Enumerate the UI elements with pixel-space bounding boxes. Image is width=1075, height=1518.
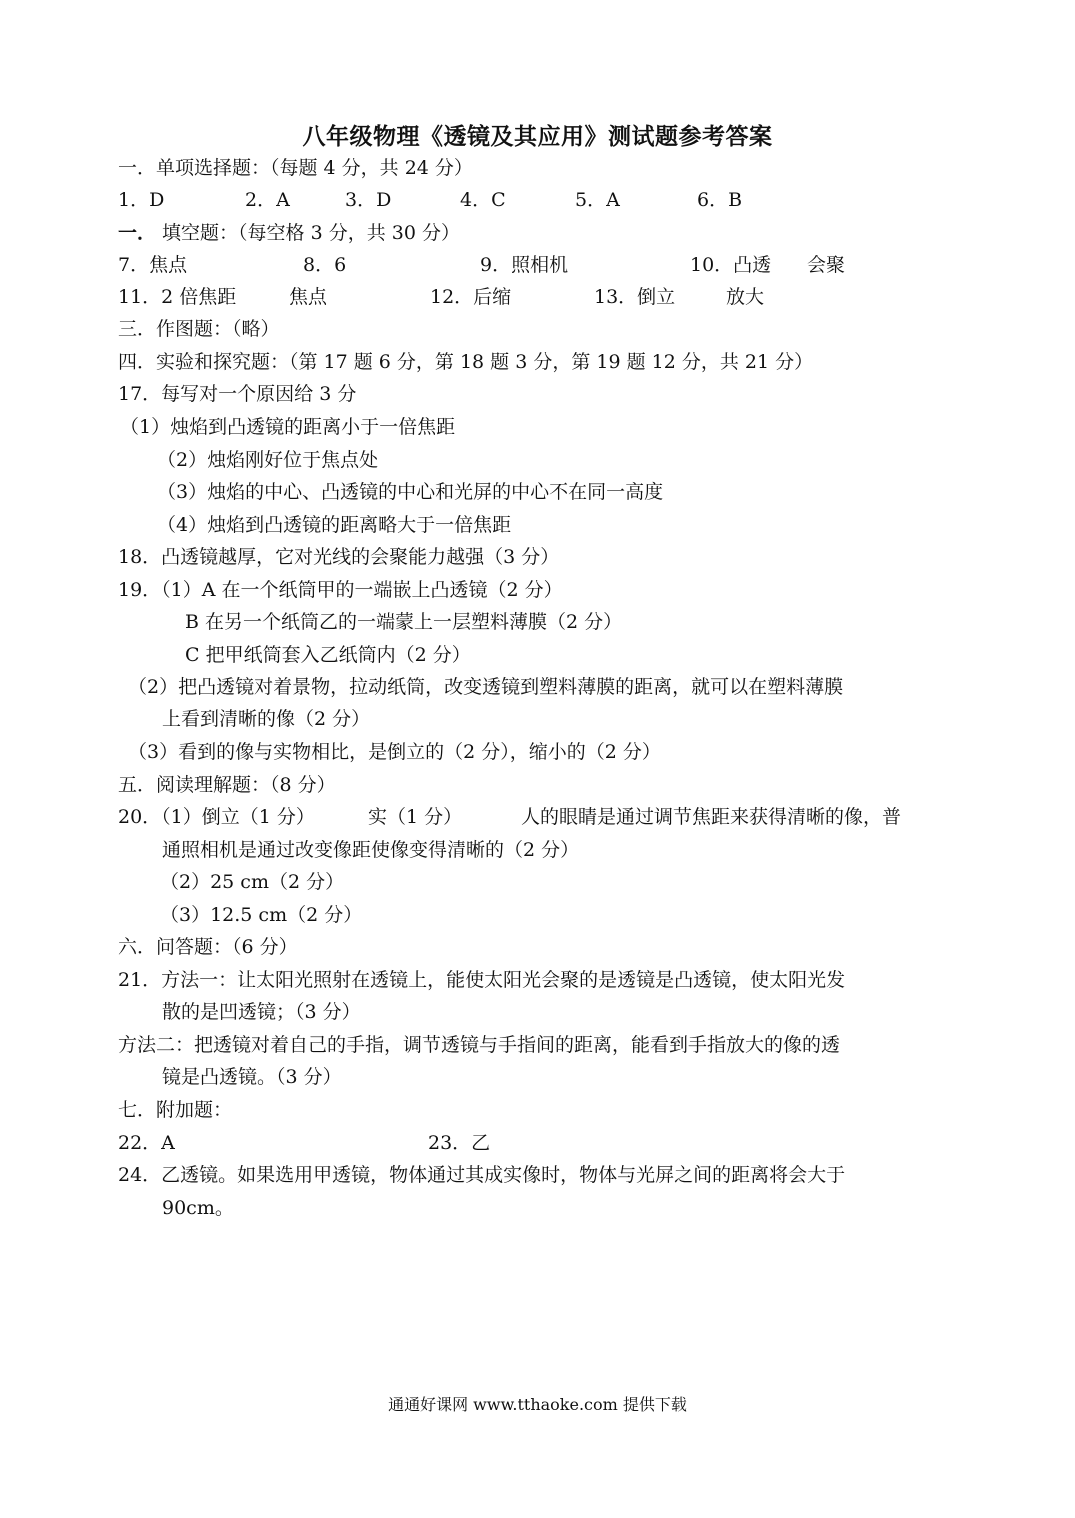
- q20-part-1b: 实（1 分）: [368, 806, 463, 828]
- q19-part-1b: B 在另一个纸筒乙的一端蒙上一层塑料薄膜（2 分）: [185, 611, 623, 633]
- answer-11a: 11．2 倍焦距: [118, 286, 237, 308]
- q19-part-2a: （2）把凸透镜对着景物，拉动纸筒，改变透镜到塑料薄膜的距离，就可以在塑料薄膜: [128, 676, 844, 698]
- q21-method-1b: 散的是凹透镜；（3 分）: [162, 1001, 361, 1023]
- answer-13a: 13．倒立: [594, 286, 676, 308]
- section-5-heading: 五．阅读理解题：（8 分）: [118, 774, 336, 796]
- section-2-number: 一．: [118, 222, 157, 244]
- answer-10b: 会聚: [807, 254, 846, 276]
- q20-part-1d: 通照相机是通过改变像距使像变得清晰的（2 分）: [162, 839, 580, 861]
- answer-13b: 放大: [726, 286, 765, 308]
- document-title: 八年级物理《透镜及其应用》测试题参考答案: [302, 123, 773, 150]
- q20-part-2: （2）25 cm（2 分）: [160, 871, 345, 893]
- section-2-heading-text: 填空题：（每空格 3 分，共 30 分）: [156, 222, 460, 244]
- q19-part-2b: 上看到清晰的像（2 分）: [162, 708, 371, 730]
- answer-8: 8．6: [303, 254, 347, 276]
- q20-part-1c: 人的眼睛是通过调节焦距来获得清晰的像，普: [521, 806, 902, 828]
- q21-method-2a: 方法二：把透镜对着自己的手指，调节透镜与手指间的距离，能看到手指放大的像的透: [118, 1034, 841, 1056]
- answer-10a: 10．凸透: [690, 254, 772, 276]
- section-1-heading: 一．单项选择题：（每题 4 分，共 24 分）: [118, 157, 473, 179]
- q20-part-3: （3）12.5 cm（2 分）: [160, 904, 363, 926]
- q20-part-1a: 20．（1）倒立（1 分）: [118, 806, 315, 828]
- q18-text: 18．凸透镜越厚，它对光线的会聚能力越强（3 分）: [118, 546, 560, 568]
- answer-2: 2．A: [245, 189, 290, 211]
- answer-22: 22．A: [118, 1132, 175, 1154]
- section-3-heading: 三．作图题：（略）: [118, 318, 280, 340]
- answer-11b: 焦点: [289, 286, 328, 308]
- answer-4: 4．C: [460, 189, 506, 211]
- answer-6: 6．B: [697, 189, 743, 211]
- page-footer: 通通好课网 www.tthaoke.com 提供下载: [388, 1395, 687, 1414]
- answer-3: 3．D: [345, 189, 392, 211]
- q19-part-1c: C 把甲纸筒套入乙纸筒内（2 分）: [185, 644, 471, 666]
- answer-12: 12．后缩: [430, 286, 512, 308]
- q19-part-3: （3）看到的像与实物相比，是倒立的（2 分），缩小的（2 分）: [128, 741, 661, 763]
- q17-item-4: （4）烛焰到凸透镜的距离略大于一倍焦距: [157, 514, 512, 536]
- answer-7: 7．焦点: [118, 254, 188, 276]
- q17-item-2: （2）烛焰刚好位于焦点处: [157, 449, 379, 471]
- section-6-heading: 六．问答题：（6 分）: [118, 936, 298, 958]
- q21-method-2b: 镜是凸透镜。（3 分）: [162, 1066, 342, 1088]
- q24-line-2: 90cm。: [162, 1197, 234, 1219]
- answer-9: 9．照相机: [480, 254, 569, 276]
- q17-item-1: （1）烛焰到凸透镜的距离小于一倍焦距: [120, 416, 456, 438]
- answer-1: 1．D: [118, 189, 165, 211]
- q21-method-1a: 21．方法一：让太阳光照射在透镜上，能使太阳光会聚的是透镜是凸透镜，使太阳光发: [118, 969, 846, 991]
- answer-23: 23．乙: [428, 1132, 491, 1154]
- answer-5: 5．A: [575, 189, 620, 211]
- q17-text: 17．每写对一个原因给 3 分: [118, 383, 357, 405]
- q24-line-1: 24．乙透镜。如果选用甲透镜，物体通过其成实像时，物体与光屏之间的距离将会大于: [118, 1164, 846, 1186]
- section-4-heading: 四．实验和探究题：（第 17 题 6 分，第 18 题 3 分，第 19 题 12 分，共 21 分）: [118, 351, 814, 373]
- section-7-heading: 七．附加题：: [118, 1099, 233, 1121]
- section-2-heading: [118, 221, 460, 245]
- q19-part-1a: 19．（1）A 在一个纸筒甲的一端嵌上凸透镜（2 分）: [118, 579, 563, 601]
- q17-item-3: （3）烛焰的中心、凸透镜的中心和光屏的中心不在同一高度: [157, 481, 664, 503]
